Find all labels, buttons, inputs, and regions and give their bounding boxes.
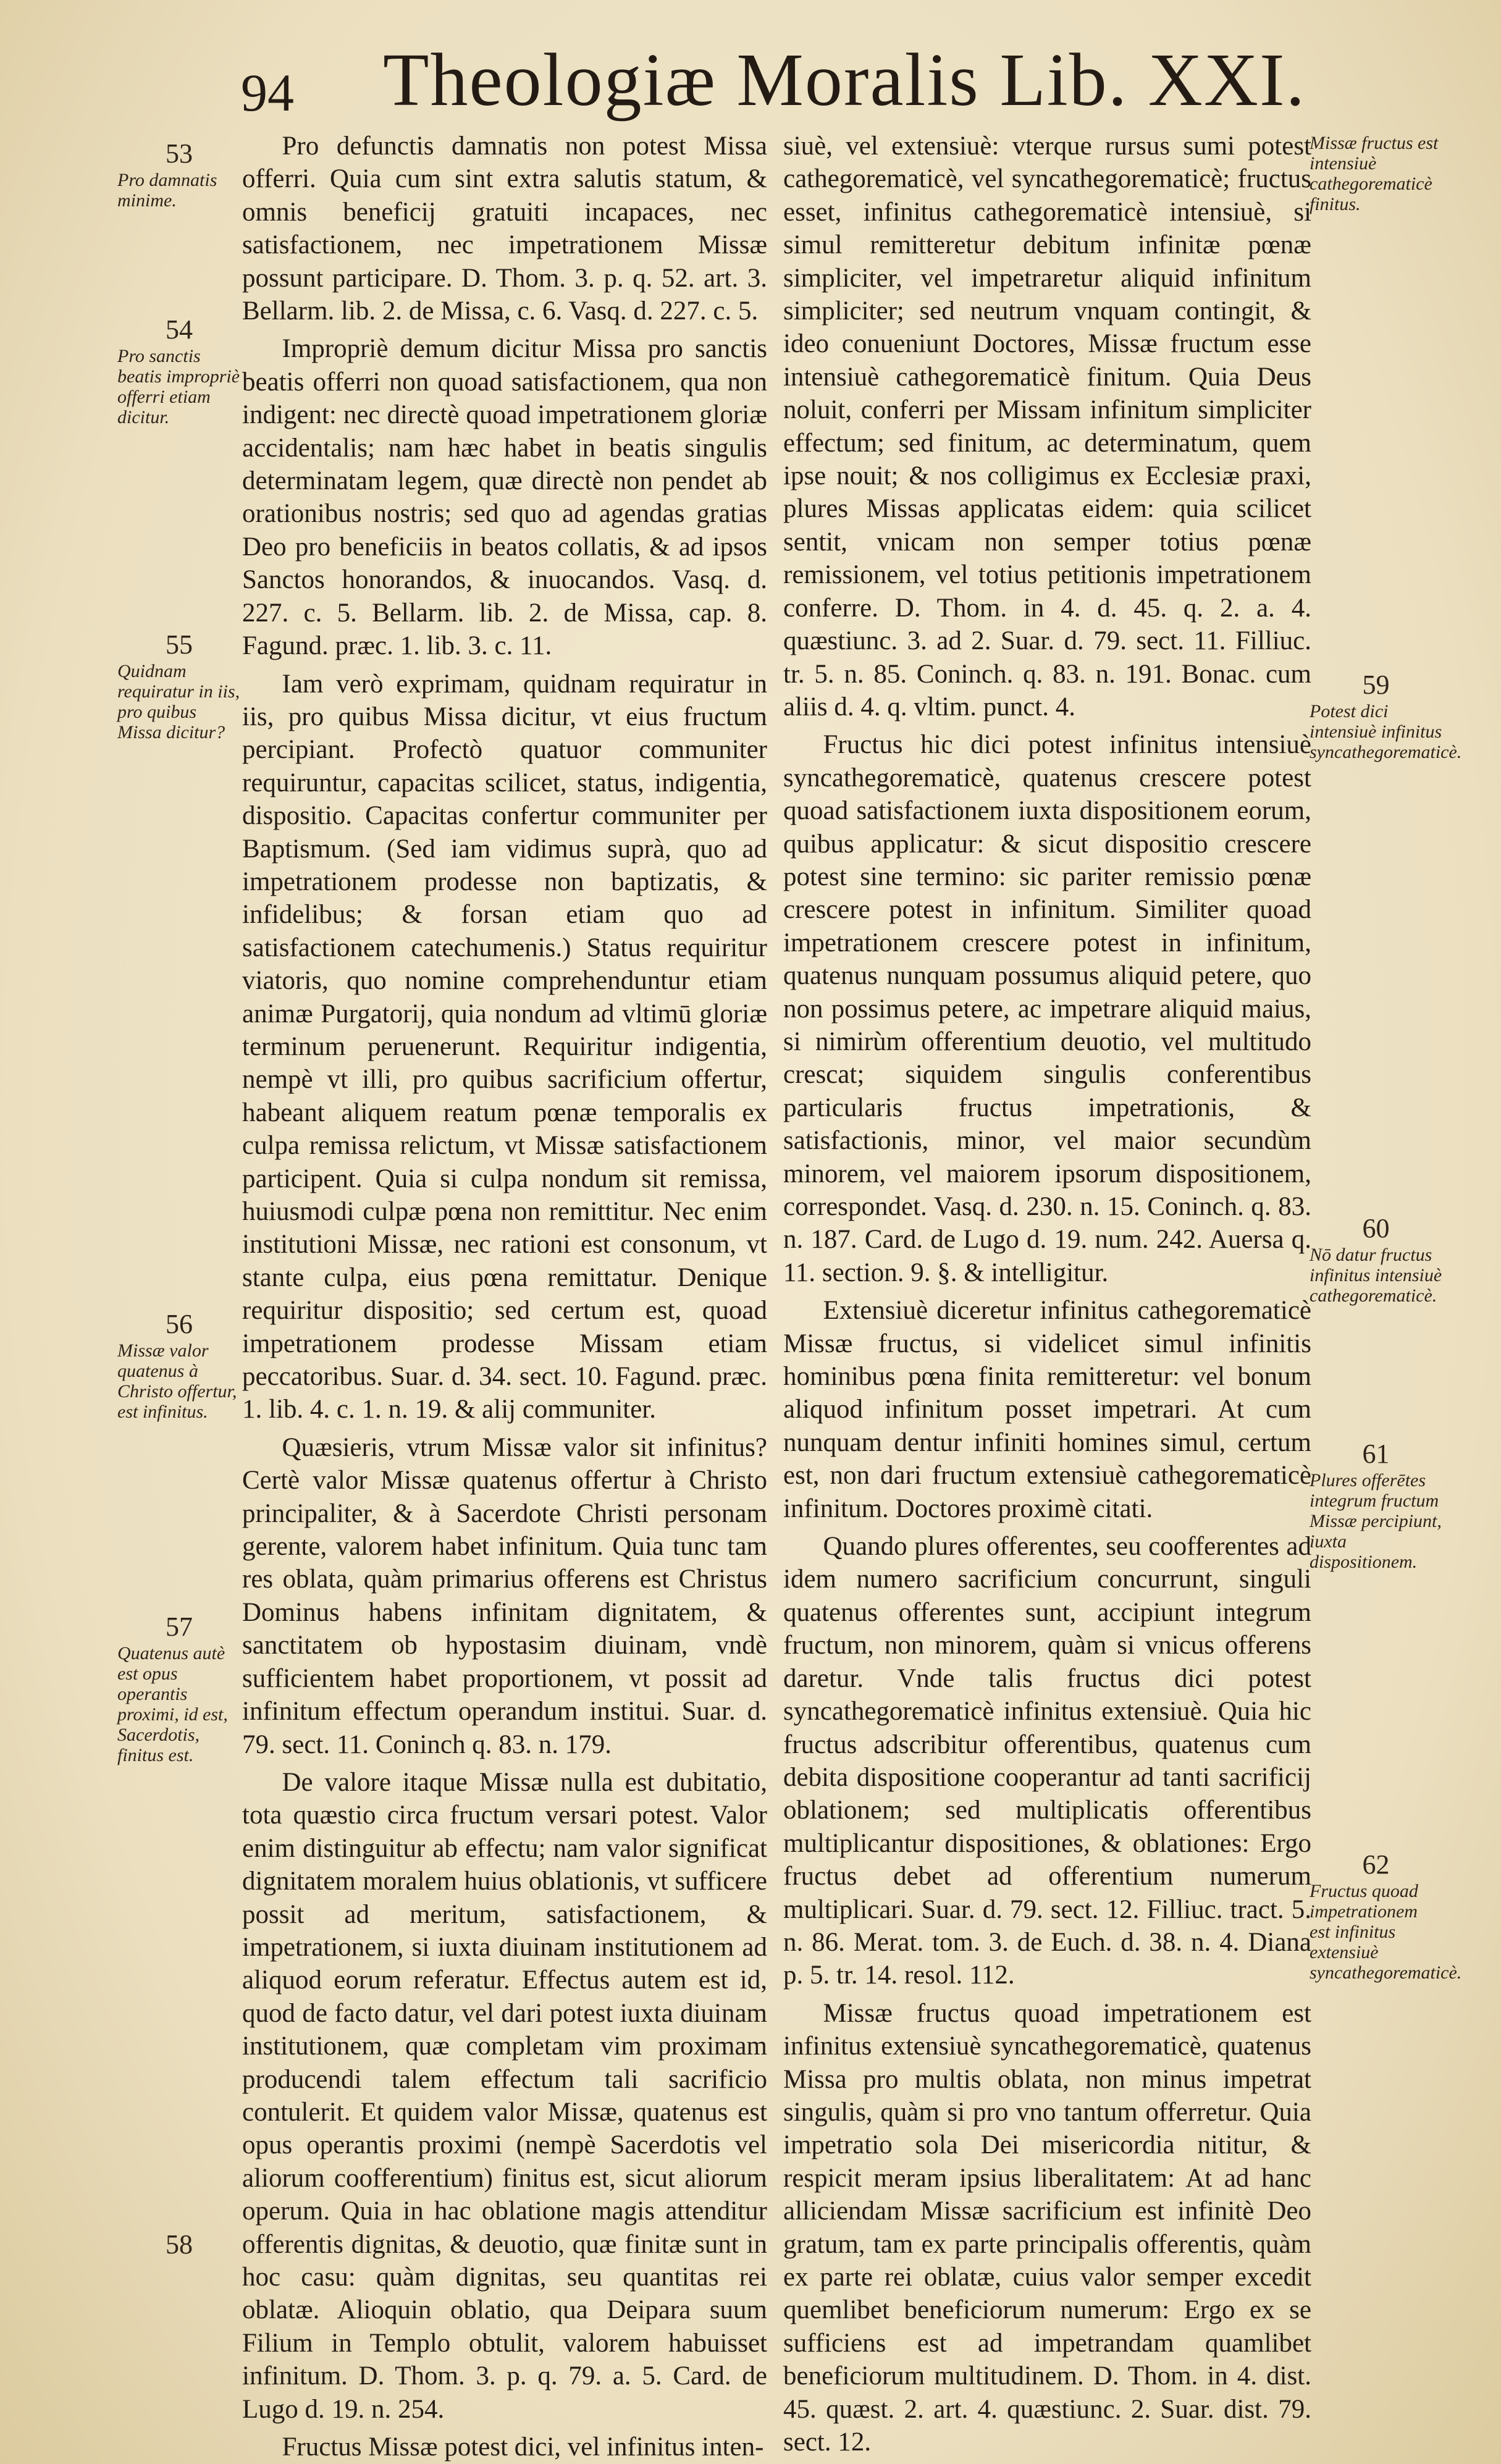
margin-note-fructus: [1310, 133, 1442, 214]
paragraph-60: Extensiuè diceretur infinitus cathegorematicè Missæ fructus, si videlicet simul infinitis hominibus pœna finita remitteretur: vel bonum aliquod infinitum posset impetrari. At cum nunquam dentur infiniti homines simul, certum est, non dari fructum extensiuè cathegorematicè infinitum. Doctores proximè citati.: [783, 1296, 1311, 1523]
margin-note-text: Potest dici intensiuè infinitus syncathegorematicè.: [1310, 701, 1462, 762]
margin-note-60: [1310, 1214, 1442, 1306]
margin-note-text: Plures offerētes integrum fructum Missæ percipiunt, iuxta dispositionem.: [1310, 1470, 1442, 1572]
margin-note-text: Missæ fructus est intensiuè cathegorematicè finitus.: [1310, 133, 1439, 214]
paragraph-62: Missæ fructus quoad impetrationem est infinitus extensiuè syncathegorematicè, quatenus Missa pro multis oblata, non minus impetrat singulis, quàm si pro vno tantum offerretur. Quia impetratio sola Dei misericordia nititur, & respicit meram ipsius liberalitatem: At ad hanc alliciendam Missæ sacrificium est infinitè Deo gratum, tam ex parte principalis offerentis, quàm ex parte rei oblatæ, cuius valor semper excedit quemlibet beneficiorum numerum: Ergo ex se sufficiens est ad impetrandam quamlibet beneficiorum multitudinem. D. Thom. in 4. dist. 45. quæst. 2. art. 4. quæstiunc. 2. Suar. dist. 79. sect. 12.: [783, 1998, 1311, 2457]
right-text-column: [783, 130, 1311, 2457]
paragraph-58-continued: siuè, vel extensiuè: vterque rursus sumi potest cathegorematicè, vel syncathegorematicè; fructus esset, infinitus cathegorematicè intensiuè, si simul remitteretur debitum infinitæ pœnæ simpliciter, vel impetraretur aliquid infinitum simpliciter; sed neutrum vnquam contingit, & ideo conueniunt Doctores, Missæ fructum esse intensiuè cathegorematicè finitum. Quia Deus noluit, conferri per Missam infinitum simpliciter effectum; sed finitum, ac determinatum, quem ipse nouit; & nos colligimus ex Ecclesiæ praxi, plures Missas applicatas eidem: quia scilicet sentit, vnicam non semper totius pœnæ remissionem, vel totius petitionis impetrationem conferre. D. Thom. in 4. d. 45. q. 2. a. 4. quæstiunc. 3. ad 2. Suar. d. 79. sect. 11. Filliuc. tr. 5. n. 85. Coninch. q. 83. n. 191. Bonac. cum aliis d. 4. q. vltim. punct. 4.: [783, 132, 1311, 721]
margin-note-53: [117, 139, 241, 211]
margin-note-text: Fructus quoad impetrationem est infinitus extensiuè syncathegorematicè.: [1310, 1881, 1462, 1983]
paragraph-number: 57: [166, 1612, 193, 1642]
margin-note-61: [1310, 1439, 1442, 1572]
paragraph-59: Fructus hic dici potest infinitus intensiuè syncathegorematicè, quatenus crescere potest quoad satisfactionem iuxta dispositionem eorum, quibus applicatur: & sicut dispositio crescere potest sine termino: sic pariter remissio pœnæ crescere potest in infinitum. Similiter quoad impetrationem crescere potest in infinitum, quatenus nunquam possumus aliquid petere, quo non possimus petere, ac impetrare aliquid maius, si nimirùm offerentium deuotio, vel multitudo crescat; siquidem singulis conferentibus particularis fructus impetrationis, & satisfactionis, minor, vel maior secundùm minorem, vel maiorem ipsorum dispositionem, correspondet. Vasq. d. 230. n. 15. Coninch. q. 83. n. 187. Card. de Lugo d. 19. num. 242. Auersa q. 11. section. 9. §. & intelligitur.: [783, 730, 1311, 1287]
margin-note-text: Nō datur fructus infinitus intensiuè cathegorematicè.: [1310, 1245, 1442, 1306]
paragraph-57: De valore itaque Missæ nulla est dubitatio, tota quæstio circa fructum versari potest. Valor enim distinguitur ab effectu; nam valor significat dignitatem moralem huius oblationis, vt sufficere possit ad meritum, satisfactionem, & impetrationem, si iuxta diuinam institutionem ad aliquod eorum referatur. Effectus autem est id, quod de facto datur, vel dari potest iuxta diuinam institutionem, quæ completam vim proximam producendi talem effectum tali sacrificio contulerit. Et quidem valor Missæ, quatenus est opus operantis proximi (nempè Sacerdotis vel aliorum coofferentium) finitus est, sicut aliorum operum. Quia in hac oblatione magis attenditur offerentis dignitas, & deuotio, quæ finitæ sunt in hoc casu: quàm dignitas, seu quantitas rei oblatæ. Alioquin oblatio, qua Deipara suum Filium in Templo obtulit, valorem habuisset infinitum. D. Thom. 3. p. q. 79. a. 5. Card. de Lugo d. 19. n. 254.: [242, 1767, 767, 2424]
margin-note-text: Quatenus autè est opus operantis proximi, id est, Sacerdotis, finitus est.: [117, 1643, 228, 1765]
paragraph-number: 56: [166, 1309, 193, 1339]
page-number: 94: [241, 63, 294, 122]
margin-note-text: Quidnam requiratur in iis, pro quibus Missa dicitur?: [117, 661, 240, 742]
paragraph-number: 59: [1362, 670, 1390, 700]
margin-note-62: [1310, 1849, 1462, 1983]
paragraph-number: 62: [1362, 1849, 1390, 1880]
margin-note-59: [1310, 670, 1462, 762]
margin-note-57: [117, 1612, 241, 1765]
margin-note-text: Pro sanctis beatis impropriè offerri etiam dicitur.: [117, 346, 240, 427]
left-text-column: [242, 130, 767, 2462]
running-head: Theologiæ Moralis Lib. XXI.: [383, 38, 1306, 122]
paragraph-number: 54: [166, 314, 193, 345]
margin-note-text: Missæ valor quatenus à Christo offertur, est infinitus.: [117, 1340, 237, 1422]
margin-note-54: [117, 315, 241, 427]
paragraph-number: 58: [166, 2229, 193, 2260]
paragraph-54: Impropriè demum dicitur Missa pro sanctis beatis offerri non quoad satisfactionem, qua non indigent: nec directè quoad impetrationem gloriæ accidentalis; nam hæc habet in beatis singulis determinatam legem, quæ directè non pendet ab orationibus nostris; sed quo ad agendas gratias Deo pro beneficiis in beatos collatis, & ad ipsos Sanctos honorandos, & inuocandos. Vasq. d. 227. c. 5. Bellarm. lib. 2. de Missa, cap. 8. Fagund. præc. 1. lib. 3. c. 11.: [242, 334, 767, 661]
margin-note-58: [117, 2230, 241, 2261]
margin-note-56: [117, 1310, 241, 1422]
paragraph-55: Iam verò exprimam, quidnam requiratur in iis, pro quibus Missa dicitur, vt eius fructum percipiant. Profectò quatuor communiter requiruntur, capacitas scilicet, status, indigentia, dispositio. Capacitas confertur communiter per Baptismum. (Sed iam vidimus suprà, quo ad impetrationem prodesse non baptizatis, & infidelibus; & forsan etiam quo ad satisfactionem catechumenis.) Status requiritur viatoris, quo nomine comprehenduntur etiam animæ Purgatorij, quia nondum ad vltimū gloriæ terminum peruenerunt. Requiritur indigentia, nempè vt illi, pro quibus sacrificium offertur, habeant aliquem reatum pœnæ temporalis ex culpa remissa relictum, vt Missæ satisfactionem participent. Quia si culpa nondum sit remissa, huiusmodi culpæ pœna non remittitur. Nec enim institutioni Missæ, nec rationi est consonum, vt stante culpa, eius pœna remittatur. Denique requiritur dispositio; sed certum est, quoad impetrationem prodesse Missam etiam peccatoribus. Suar. d. 34. sect. 10. Fagund. præc. 1. lib. 4. c. 1. n. 19. & alij communiter.: [242, 669, 767, 1424]
paragraph-53: Pro defunctis damnatis non potest Missa offerri. Quia cum sint extra salutis statum, & omnis beneficij gratuiti incapaces, nec satisfactionem, nec impetrationem Missæ possunt participare. D. Thom. 3. p. q. 52. art. 3. Bellarm. lib. 2. de Missa, c. 6. Vasq. d. 227. c. 5.: [242, 132, 767, 326]
paragraph-61: Quando plures offerentes, seu coofferentes ad idem numero sacrificium concurrunt, singuli quatenus offerentes sunt, accipiunt integrum fructum, non minorem, quàm si vnicus offerens daretur. Vnde talis fructus dici potest syncathegorematicè infinitus extensiuè. Quia hic fructus adscribitur offerentibus, quatenus cum debita dispositione cooperantur ad tanti sacrificij oblationem; sed multiplicatis offerentibus multiplicantur dispositiones, & oblationes: Ergo fructus debet ad offerentium numerum multiplicari. Suar. d. 79. sect. 12. Filliuc. tract. 5. n. 86. Merat. tom. 3. de Euch. d. 38. n. 4. Diana p. 5. tr. 14. resol. 112.: [783, 1532, 1311, 1990]
margin-note-text: Pro damnatis minime.: [117, 170, 217, 211]
margin-note-55: [117, 630, 241, 742]
paragraph-number: 55: [166, 629, 193, 660]
paragraph-number: 53: [166, 138, 193, 169]
paragraph-56: Quæsieris, vtrum Missæ valor sit infinitus? Certè valor Missæ quatenus offertur à Christo principaliter, & à Sacerdote Christi personam gerente, valorem habet infinitum. Quia tunc tam res oblata, quàm primarius offerens est Christus Dominus habens infinitam dignitatem, & sanctitatem ob hypostasim diuinam, vndè sufficientem habet proportionem, vt possit ad infinitum effectum operandum institui. Suar. d. 79. sect. 11. Coninch q. 83. n. 179.: [242, 1432, 767, 1759]
paragraph-58: Fructus Missæ potest dici, vel infinitus inten-: [282, 2432, 764, 2462]
page-header: [241, 37, 1306, 130]
paragraph-number: 61: [1362, 1439, 1390, 1469]
paragraph-number: 60: [1362, 1213, 1390, 1243]
